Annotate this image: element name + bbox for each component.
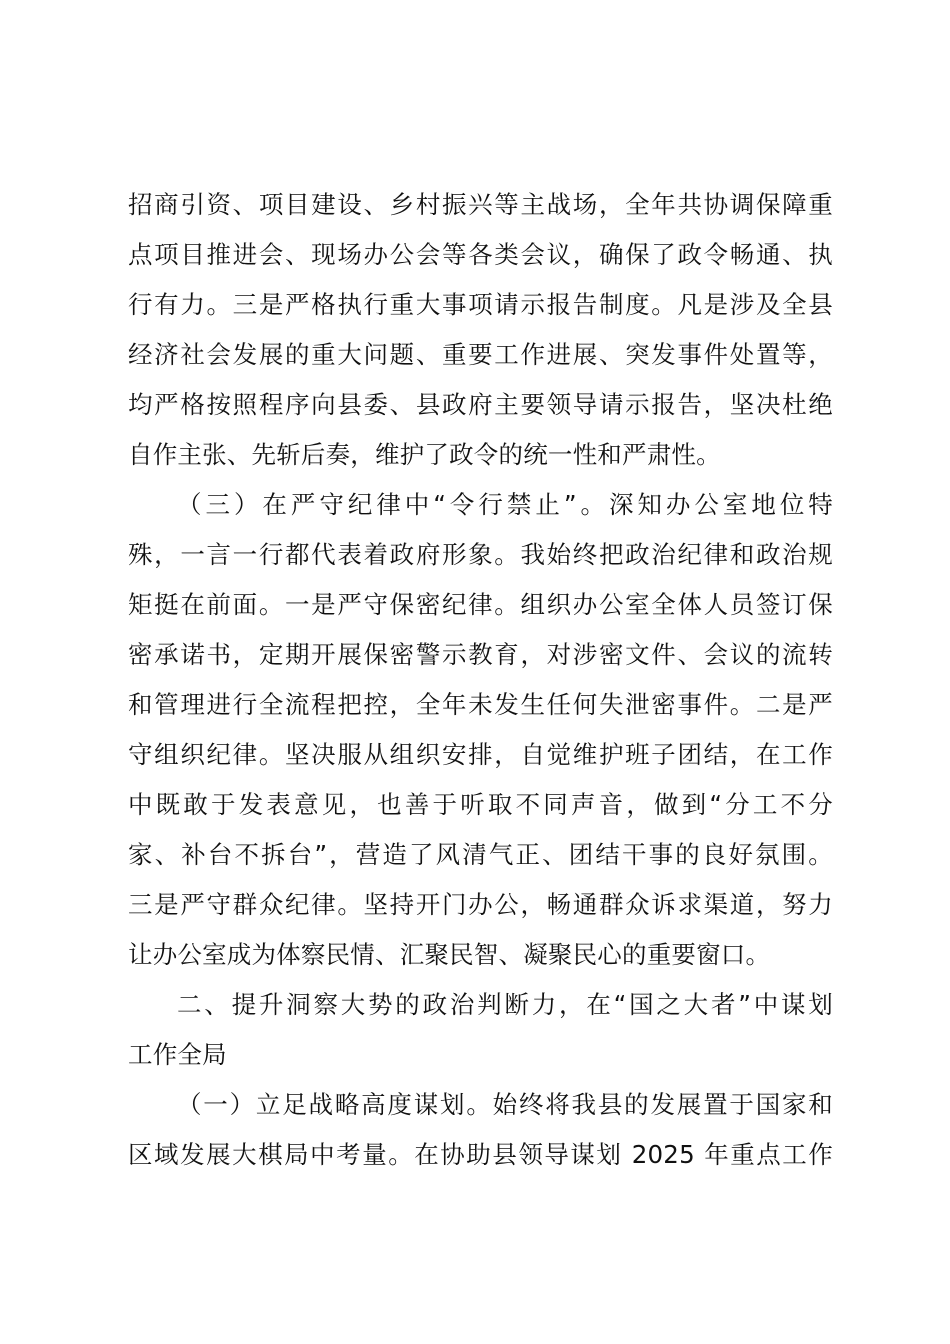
text-line: 和管理进行全流程把控，全年未发生任何失泄密事件。二是严 bbox=[128, 690, 833, 719]
chapter-heading-line: 工作全局 bbox=[128, 1040, 227, 1069]
text-line: 点项目推进会、现场办公会等各类会议，确保了政令畅通、执 bbox=[128, 240, 833, 269]
section-heading-line: （三）在严守纪律中“令行禁止”。深知办公室地位特 bbox=[177, 490, 833, 519]
text-line: 矩挺在前面。一是严守保密纪律。组织办公室全体人员签订保 bbox=[128, 590, 833, 619]
text-line: 守组织纪律。坚决服从组织安排，自觉维护班子团结，在工作 bbox=[128, 740, 833, 769]
text-line: 中既敢于发表意见，也善于听取不同声音，做到“分工不分 bbox=[128, 790, 833, 819]
section-heading-line: （一）立足战略高度谋划。始终将我县的发展置于国家和 bbox=[177, 1090, 833, 1119]
text-line: 三是严守群众纪律。坚持开门办公，畅通群众诉求渠道，努力 bbox=[128, 890, 833, 919]
text-line: 殊，一言一行都代表着政府形象。我始终把政治纪律和政治规 bbox=[128, 540, 833, 569]
text-line: 招商引资、项目建设、乡村振兴等主战场，全年共协调保障重 bbox=[128, 190, 833, 219]
text-line: 家、补台不拆台”，营造了风清气正、团结干事的良好氛围。 bbox=[128, 840, 833, 869]
text-line: 行有力。三是严格执行重大事项请示报告制度。凡是涉及全县 bbox=[128, 290, 833, 319]
text-line: 区域发展大棋局中考量。在协助县领导谋划 2025 年重点工作 bbox=[128, 1140, 833, 1169]
text-line: 密承诺书，定期开展保密警示教育，对涉密文件、会议的流转 bbox=[128, 640, 833, 669]
text-line: 让办公室成为体察民情、汇聚民智、凝聚民心的重要窗口。 bbox=[128, 940, 771, 969]
text-line: 经济社会发展的重大问题、重要工作进展、突发事件处置等， bbox=[128, 340, 833, 369]
chapter-heading-line: 二、提升洞察大势的政治判断力，在“国之大者”中谋划 bbox=[177, 990, 833, 1019]
text-line: 自作主张、先斩后奏，维护了政令的统一性和严肃性。 bbox=[128, 440, 721, 469]
text-line: 均严格按照程序向县委、县政府主要领导请示报告，坚决杜绝 bbox=[128, 390, 833, 419]
